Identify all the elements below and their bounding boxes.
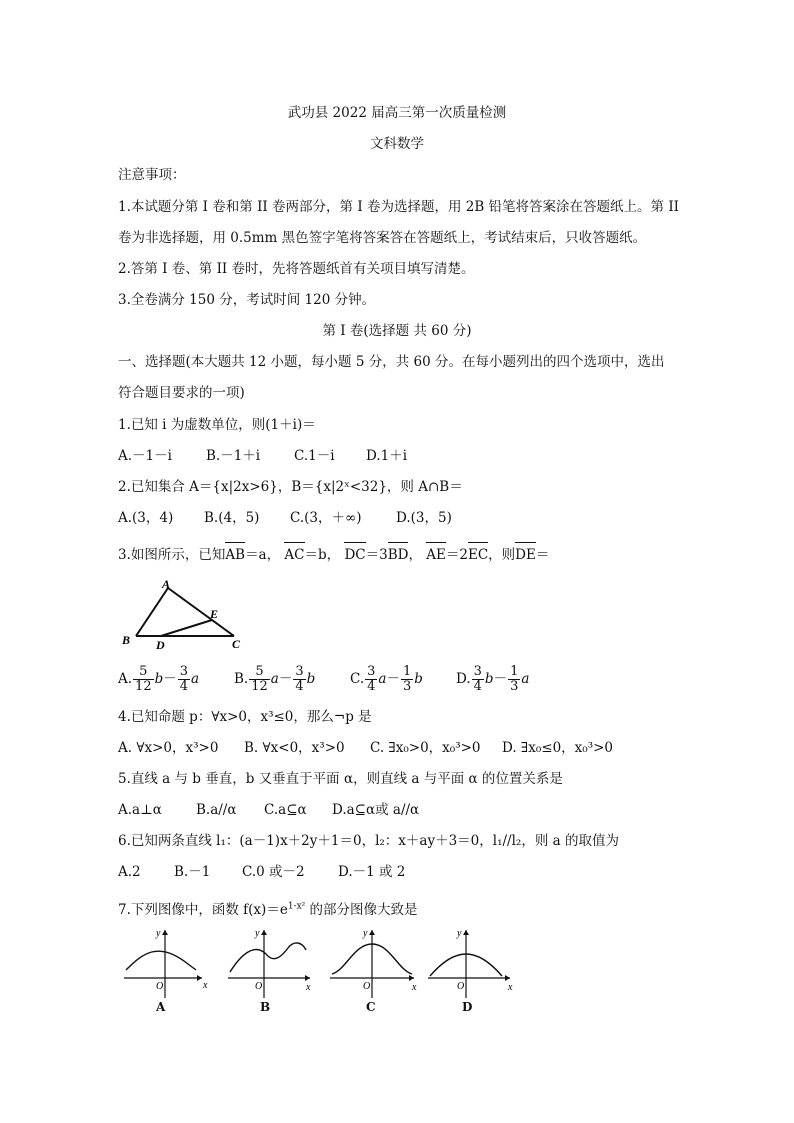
q3-option-b-label: B.: [234, 671, 249, 687]
q7-graph-b-origin: O: [255, 981, 263, 992]
q2-option-a: A.(3，4): [118, 510, 174, 526]
q4-option-a: A. ∀x>0，x³>0: [118, 740, 219, 756]
q7-graph-c: [326, 926, 422, 1000]
q3-option-c-frac1: $\frac{3}{4}$: [367, 664, 376, 694]
q7-stem-pre: 7.下列图像中，函数 f(x)＝e: [118, 902, 288, 918]
q7-graph-c-x-label: x: [412, 982, 417, 993]
q4-option-c: C. ∃x₀>0，x₀³>0: [370, 740, 481, 756]
q4-option-b: B. ∀x<0，x³>0: [244, 740, 345, 756]
q3-label-c: C: [232, 637, 241, 650]
q3-option-d-label: D.: [456, 671, 471, 687]
q3-text-2: ＝a，: [245, 547, 281, 563]
q3-edge-ab: [136, 588, 168, 636]
q7-graph-d-x-label: x: [508, 982, 513, 993]
q4-option-d: D. ∃x₀≤0，x₀³>0: [502, 740, 614, 756]
section-title: 第 I 卷(选择题 共 60 分): [322, 323, 472, 339]
q3-text-6: ＝2: [445, 547, 468, 563]
q2-option-c: C.(3，＋∞): [290, 510, 362, 526]
q7-graph-c-y-label: y: [363, 928, 368, 939]
q5-option-a: A.a⊥α: [118, 802, 162, 818]
q3-edge-ac: [168, 588, 234, 636]
q2-option-b: B.(4，5): [204, 510, 260, 526]
q7-graph-c-label: C: [366, 1000, 376, 1014]
q7-stem-exponent: 1-x²: [287, 901, 306, 912]
q7-graph-a-y-label: y: [156, 928, 161, 939]
q3-label-b: B: [122, 633, 131, 647]
q3-vector-ec: EC: [467, 547, 489, 563]
q1-option-b: B.－1＋i: [206, 448, 261, 464]
q7-stem-post: 的部分图像大致是: [305, 902, 418, 918]
q3-vector-ab: AB: [225, 547, 246, 563]
q3-vector-ac: AC: [284, 547, 305, 563]
q3-text-4: ＝3: [365, 547, 388, 563]
q3-triangle-svg: [118, 578, 258, 650]
q3-option-a-frac1: $\frac{5}{12}$: [135, 664, 152, 694]
q3-text-8: ＝: [535, 547, 550, 563]
q5-stem: 5.直线 a 与 b 垂直，b 又垂直于平面 α，则直线 a 与平面 α 的位置关系是: [118, 771, 563, 787]
q3-vector-dc: DC: [344, 547, 366, 563]
section-instructions-b: 符合题目要求的一项): [118, 385, 245, 401]
q6-option-d: D.－1 或 2: [338, 864, 406, 880]
q3-option-c-label: C.: [350, 671, 365, 687]
q7-graph-d: [424, 926, 518, 1000]
q7-graphs: [118, 926, 518, 1018]
q7-graph-a-label: A: [156, 1000, 166, 1014]
q7-graph-a-x-label: x: [203, 980, 208, 991]
q6-option-c: C.0 或－2: [242, 864, 305, 880]
q5-option-b: B.a//α: [196, 802, 237, 818]
q3-text-3: ＝b，: [304, 547, 341, 563]
q6-option-b: B.－1: [174, 864, 211, 880]
q3-label-a: A: [162, 578, 171, 591]
q7-stem: [118, 900, 418, 920]
q7-graph-b-x-label: x: [306, 982, 311, 993]
q3-option-a-frac2: $\frac{3}{4}$: [179, 664, 189, 694]
section-instructions-a: 一、选择题(本大题共 12 小题，每小题 5 分，共 60 分。在每小题列出的四个选项中，选出: [118, 354, 665, 370]
q6-option-a: A.2: [118, 864, 141, 880]
q3-option-b-frac1: $\frac{5}{12}$: [251, 664, 268, 694]
q7-graph-a: [118, 926, 210, 1000]
q7-graph-b-y-label: y: [255, 928, 260, 939]
notes-item-3: 3.全卷满分 150 分，考试时间 120 分钟。: [118, 292, 376, 308]
q3-option-b: B. $\frac{5}{12}$ a－ $\frac{3}{4}$ b: [234, 664, 316, 694]
q7-graph-b-label: B: [260, 1000, 271, 1014]
q5-option-d: D.a⊆α或 a//α: [332, 802, 420, 818]
q1-option-a: A.－1－i: [118, 448, 172, 464]
exam-subject: 文科数学: [370, 136, 424, 152]
q3-triangle-figure: [118, 578, 258, 650]
q5-option-c: C.a⊆α: [264, 802, 307, 818]
q6-stem: 6.已知两条直线 l₁：(a－1)x＋2y＋1＝0，l₂：x＋ay＋3＝0，l₁//l₂，则 a 的取值为: [118, 833, 619, 849]
notes-item-2: 2.答第 I 卷、第 II 卷时，先将答题纸首有关项目填写清楚。: [118, 261, 475, 277]
q4-stem: 4.已知命题 p：∀x>0，x³≤0，那么¬p 是: [118, 709, 372, 725]
q3-option-a: A. $\frac{5}{12}$ b－ $\frac{3}{4}$ a: [118, 664, 200, 694]
q7-graph-d-label: D: [462, 1000, 473, 1014]
q7-graph-c-origin: O: [363, 981, 371, 992]
q3-option-c: C. $\frac{3}{4}$ a－ $\frac{1}{3}$ b: [350, 664, 423, 694]
q7-graph-d-origin: O: [457, 981, 465, 992]
q1-option-c: C.1－i: [294, 448, 335, 464]
q1-option-d: D.1＋i: [366, 448, 408, 464]
q3-option-a-label: A.: [118, 671, 133, 687]
q3-vector-ae: AE: [426, 547, 446, 563]
q3-text-7: ，则: [488, 547, 516, 563]
q3-option-d-frac1: $\frac{3}{4}$: [473, 664, 482, 694]
notes-item-1b: 卷为非选择题，用 0.5mm 黑色签字笔将答案答在答题纸上，考试结束后，只收答题纸。: [118, 230, 647, 246]
q2-stem: 2.已知集合 A＝{x|2x>6}，B＝{x|2ˣ<32}，则 A∩B＝: [118, 479, 463, 495]
q3-text-5: ，: [408, 547, 422, 563]
q3-text-1: 3.如图所示，已知: [118, 547, 226, 563]
q3-option-c-frac2: $\frac{1}{3}$: [402, 664, 412, 694]
q3-option-b-frac2: $\frac{3}{4}$: [295, 664, 304, 694]
q3-option-d: D. $\frac{3}{4}$ b－ $\frac{1}{3}$ a: [456, 664, 530, 694]
q3-label-e: E: [210, 607, 219, 621]
q7-graph-a-origin: O: [156, 981, 164, 992]
notes-heading: 注意事项：: [118, 167, 186, 183]
notes-item-1a: 1.本试题分第 I 卷和第 II 卷两部分，第 I 卷为选择题，用 2B 铅笔将答案涂在答题纸上。第 II: [118, 199, 680, 215]
q3-option-d-frac2: $\frac{1}{3}$: [510, 664, 519, 694]
q7-graph-d-y-label: y: [457, 928, 462, 939]
q3-vector-de: DE: [515, 547, 536, 563]
q7-graph-b: [224, 926, 316, 1000]
q3-label-d: D: [156, 638, 165, 650]
exam-title: 武功县 2022 届高三第一次质量检测: [287, 105, 507, 121]
q2-option-d: D.(3，5): [396, 510, 452, 526]
q3-stem: [118, 545, 549, 565]
q1-stem: 1.已知 i 为虚数单位，则(1＋i)＝: [118, 417, 316, 433]
q3-edge-de: [161, 620, 212, 636]
q3-vector-bd: BD: [387, 547, 409, 563]
